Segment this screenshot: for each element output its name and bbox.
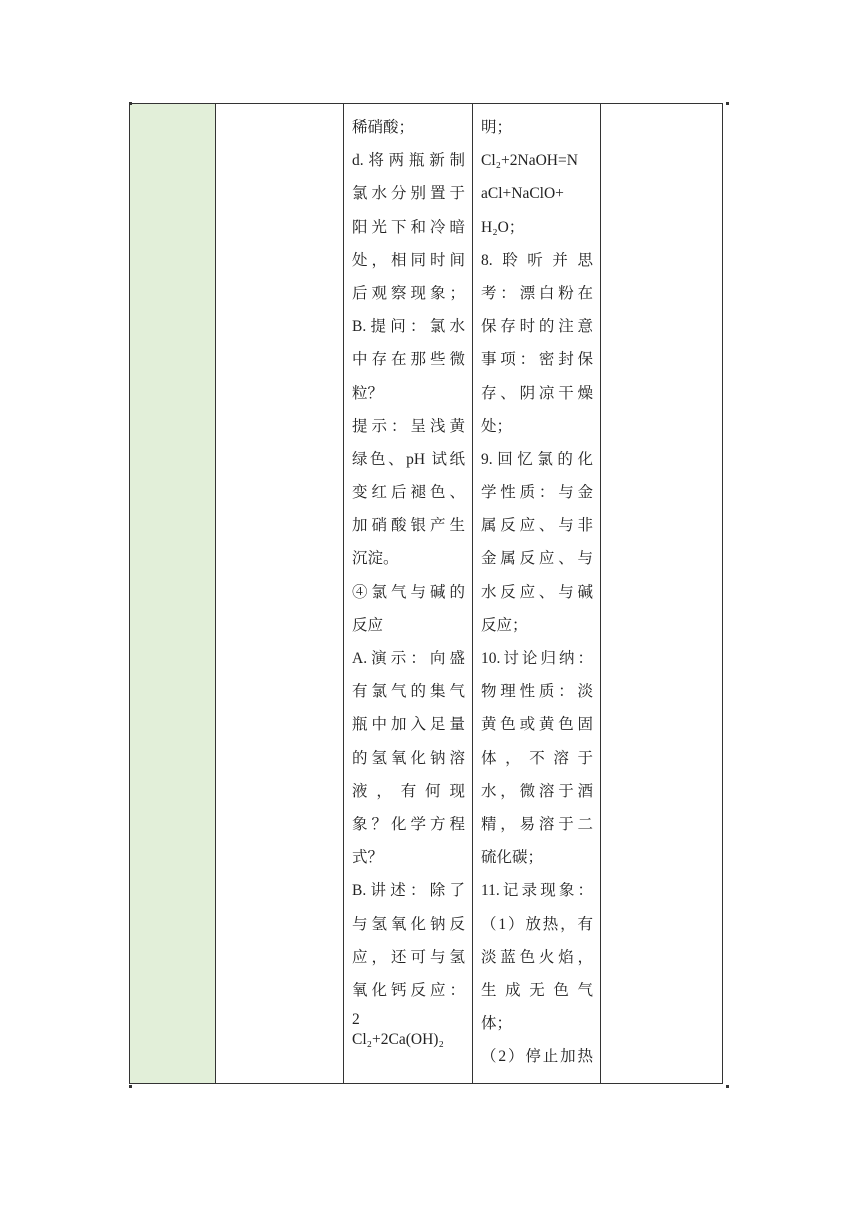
- column3-line: 绿色、pH 试纸: [352, 450, 465, 468]
- column4-line: 体，不溶于: [481, 749, 593, 767]
- column4-line: 属反应、与非: [481, 517, 593, 535]
- column3-line: 沉淀。: [352, 550, 399, 568]
- column3-line: 2: [352, 1011, 360, 1029]
- column3-line: 中存在那些微: [352, 351, 465, 369]
- corner-mark: [726, 102, 729, 105]
- column4-line: 精，易溶于二: [481, 815, 593, 833]
- column3-line: 瓶中加入足量: [352, 716, 465, 734]
- column3-line: 与氢氧化钠反: [352, 915, 465, 933]
- column3-line: 有氯气的集气: [352, 683, 465, 701]
- column3-line: 阳光下和冷暗: [352, 218, 465, 236]
- column3-line: 处，相同时间: [352, 251, 465, 269]
- stage-column-cell: [129, 103, 215, 1084]
- column4-line: 9.回忆氯的化: [481, 450, 593, 468]
- column4-line: 淡蓝色火焰，: [481, 948, 593, 966]
- column4-line: （1）放热，有: [481, 915, 593, 933]
- column3-line: 加硝酸银产生: [352, 517, 465, 535]
- column3-line: 粒？: [352, 384, 384, 402]
- column4-line: 黄色或黄色固: [481, 716, 593, 734]
- teacher-activity-cell: [343, 103, 472, 1084]
- column4-line: 学性质：与金: [481, 484, 593, 502]
- column4-line: aCl+NaClO+: [481, 185, 564, 203]
- column4-line: 保存时的注意: [481, 318, 593, 336]
- lesson-plan-table: [129, 103, 723, 1084]
- notes-column-cell: [601, 103, 723, 1084]
- column4-line: 考：漂白粉在: [481, 284, 593, 302]
- column4-line: 物理性质：淡: [481, 683, 593, 701]
- column4-line: 水反应、与碱: [481, 583, 593, 601]
- column3-line: 氧化钙反应：: [352, 981, 465, 999]
- column3-line: 稀硝酸；: [352, 119, 415, 136]
- student-activity-cell: [472, 103, 601, 1084]
- column4-line: Cl₂+2NaOH=N: [481, 152, 578, 170]
- column3-line: d.将两瓶新制: [352, 152, 465, 170]
- column3-line: 的氢氧化钠溶: [352, 749, 465, 767]
- column4-line: 体；: [481, 1015, 513, 1033]
- column3-line: ④氯气与碱的: [352, 583, 465, 601]
- column3-line: A.演示：向盛: [352, 650, 465, 667]
- column4-line: 11.记录现象：: [481, 882, 593, 900]
- column4-line: H₂O；: [481, 218, 525, 236]
- column4-line: 事项：密封保: [481, 351, 593, 369]
- column3-line: 氯水分别置于: [352, 185, 465, 203]
- column4-line: 10.讨论归纳：: [481, 650, 593, 667]
- column4-line: （2）停止加热: [481, 1048, 593, 1066]
- column3-line: 应，还可与氢: [352, 948, 465, 966]
- corner-mark: [129, 102, 132, 105]
- column3-line: 式？: [352, 849, 384, 867]
- column3-line: 变红后褪色、: [352, 484, 465, 502]
- column4-line: 金属反应、与: [481, 550, 593, 568]
- column3-line: B.讲述：除了: [352, 882, 465, 900]
- column3-line: 提示：呈浅黄: [352, 417, 465, 435]
- column4-line: 处；: [481, 417, 513, 435]
- column3-line: 后观察现象；: [352, 284, 465, 302]
- column4-line: 存、阴凉干燥: [481, 384, 593, 402]
- column3-line: B.提问：氯水: [352, 318, 465, 336]
- column3-line: 象？化学方程: [352, 815, 465, 833]
- column3-line: 液，有何现: [352, 782, 465, 800]
- column3-line: Cl₂+2Ca(OH)₂: [352, 1031, 444, 1049]
- column4-line: 水，微溶于酒: [481, 782, 593, 800]
- column4-line: 生成无色气: [481, 981, 593, 999]
- content-column-cell: [215, 103, 343, 1084]
- corner-mark: [129, 1085, 132, 1088]
- column3-line: 反应: [352, 616, 384, 634]
- column4-line: 明；: [481, 119, 513, 136]
- column4-line: 硫化碳；: [481, 849, 544, 867]
- column4-line: 反应；: [481, 616, 528, 634]
- corner-mark: [726, 1085, 729, 1088]
- column4-line: 8.聆听并思: [481, 251, 593, 269]
